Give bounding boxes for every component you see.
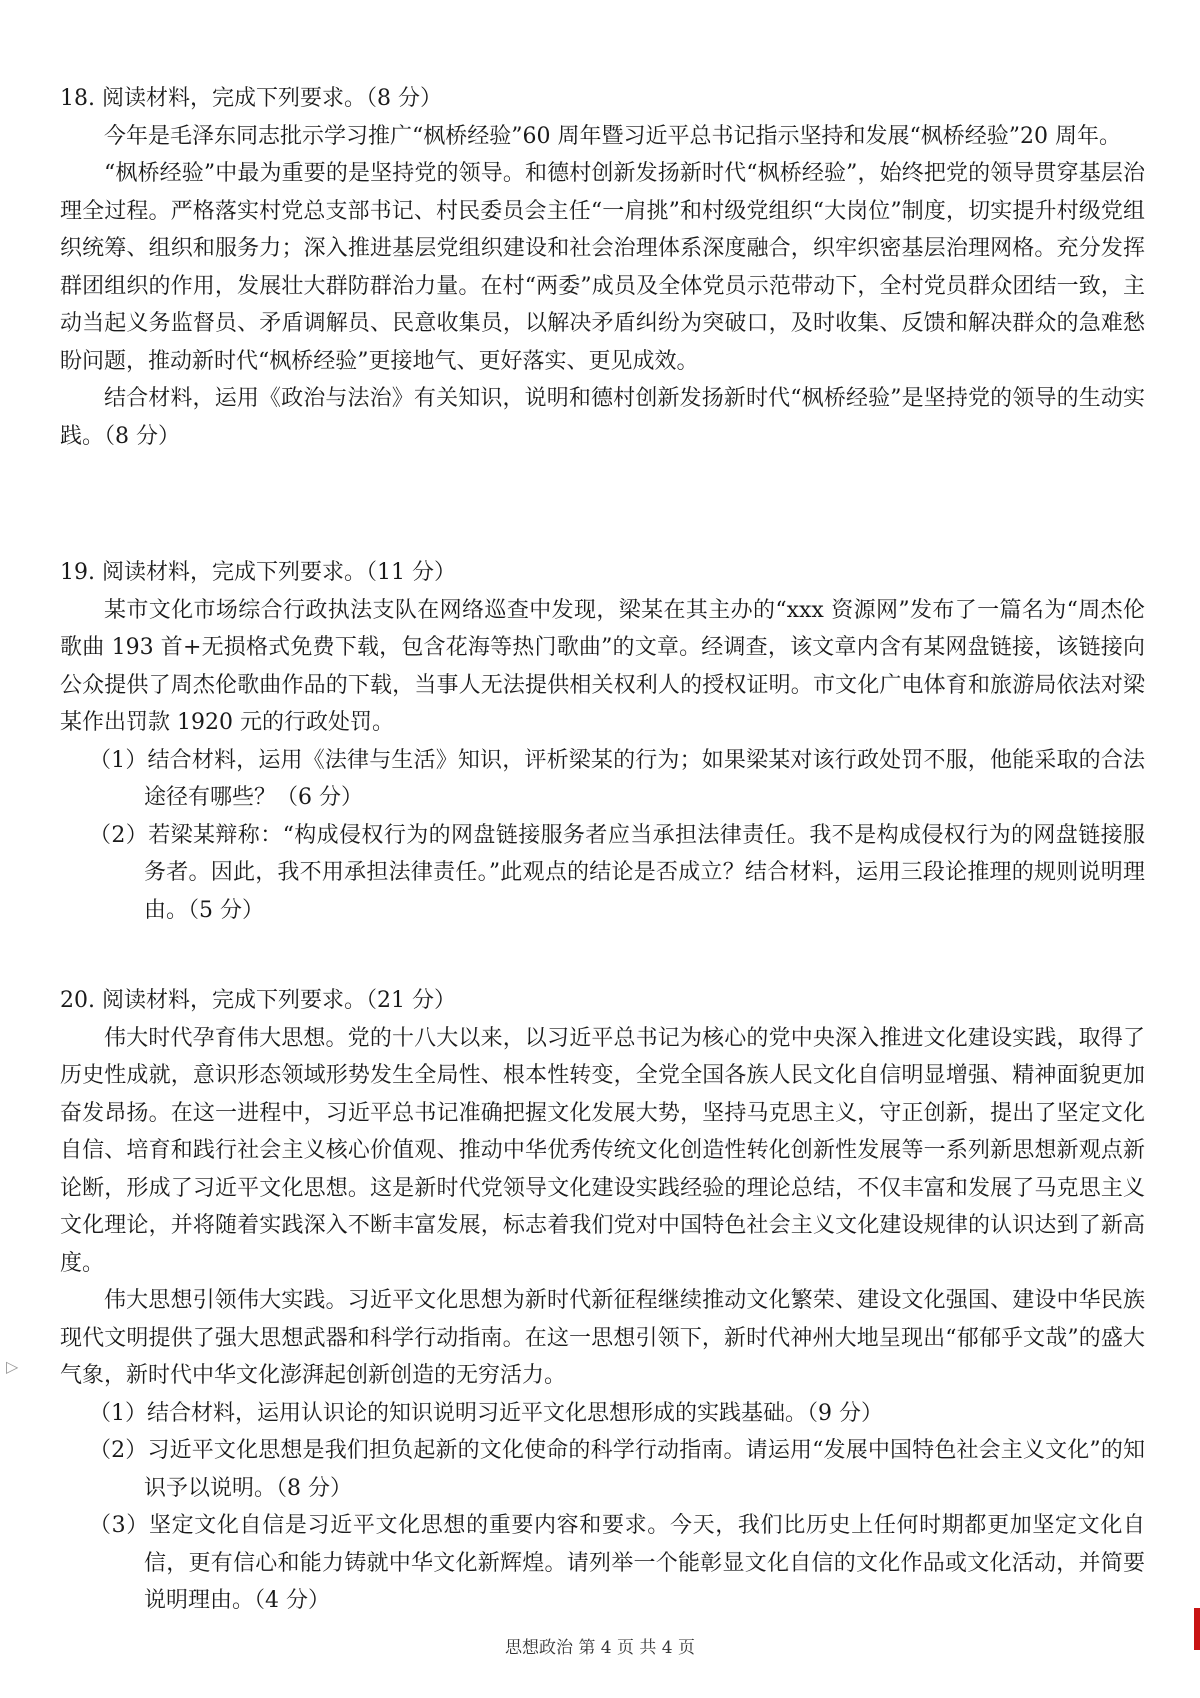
question-19	[60, 554, 1145, 929]
margin-arrow-icon: ▷	[6, 1357, 19, 1376]
question-20-sub-3: （3）坚定文化自信是习近平文化思想的重要内容和要求。今天，我们比历史上任何时期都更加坚定文化自信，更有信心和能力铸就中华文化新辉煌。请列举一个能彰显文化自信的文化作品或文化活动，并简要说明理由。（4 分）	[89, 1513, 1145, 1613]
question-18-heading: 18. 阅读材料，完成下列要求。（8 分）	[60, 86, 442, 111]
question-19-paragraph: 某市文化市场综合行政执法支队在网络巡查中发现，梁某在其主办的“xxx 资源网”发布了一篇名为“周杰伦歌曲 193 首+无损格式免费下载，包含花海等热门歌曲”的文章。经调查，该文章内含有某网盘链接，该链接向公众提供了周杰伦歌曲作品的下载，当事人无法提供相关权利人的授权证明。市文化广电体育和旅游局依法对梁某作出罚款 1920 元的行政处罚。	[60, 597, 1145, 735]
page-footer: 思想政治 第 4 页 共 4 页	[504, 1638, 696, 1658]
question-19-sub-2: （2）若梁某辩称：“构成侵权行为的网盘链接服务者应当承担法律责任。我不是构成侵权行为的网盘链接服务者。因此，我不用承担法律责任。”此观点的结论是否成立？结合材料，运用三段论推理的规则说明理由。（5 分）	[89, 822, 1145, 923]
question-20-heading: 20. 阅读材料，完成下列要求。（21 分）	[60, 988, 456, 1013]
question-19-sub-1: （1）结合材料，运用《法律与生活》知识，评析梁某的行为；如果梁某对该行政处罚不服，他能采取的合法途径有哪些？（6 分）	[89, 747, 1145, 810]
question-18-paragraph: “枫桥经验”中最为重要的是坚持党的领导。和德村创新发扬新时代“枫桥经验”，始终把党的领导贯穿基层治理全过程。严格落实村党总支部书记、村民委员会主任“一肩挑”和村级党组织“大岗位”制度，切实提升村级党组织统筹、组织和服务力；深入推进基层党组织建设和社会治理体系深度融合，织牢织密基层治理网格。充分发挥群团组织的作用，发展壮大群防群治力量。在村“两委”成员及全体党员示范带动下，全村党员群众团结一致，主动当起义务监督员、矛盾调解员、民意收集员，以解决矛盾纠纷为突破口，及时收集、反馈和解决群众的急难愁盼问题，推动新时代“枫桥经验”更接地气、更好落实、更见成效。	[60, 161, 1145, 374]
question-18-paragraph: 今年是毛泽东同志批示学习推广“枫桥经验”60 周年暨习近平总书记指示坚持和发展“枫桥经验”20 周年。	[104, 123, 1121, 149]
question-19-heading: 19. 阅读材料，完成下列要求。（11 分）	[60, 560, 456, 585]
question-18-prompt: 结合材料，运用《政治与法治》有关知识，说明和德村创新发扬新时代“枫桥经验”是坚持党的领导的生动实践。（8 分）	[60, 386, 1145, 449]
edge-mark	[1194, 1608, 1200, 1650]
question-18	[60, 80, 1145, 455]
question-20	[60, 982, 1145, 1620]
question-20-sub-1: （1）结合材料，运用认识论的知识说明习近平文化思想形成的实践基础。（9 分）	[89, 1400, 883, 1426]
question-20-paragraph: 伟大时代孕育伟大思想。党的十八大以来，以习近平总书记为核心的党中央深入推进文化建设实践，取得了历史性成就，意识形态领域形势发生全局性、根本性转变，全党全国各族人民文化自信明显增强、精神面貌更加奋发昂扬。在这一进程中，习近平总书记准确把握文化发展大势，坚持马克思主义，守正创新，提出了坚定文化自信、培育和践行社会主义核心价值观、推动中华优秀传统文化创造性转化创新性发展等一系列新思想新观点新论断，形成了习近平文化思想。这是新时代党领导文化建设实践经验的理论总结，不仅丰富和发展了马克思主义文化理论，并将随着实践深入不断丰富发展，标志着我们党对中国特色社会主义文化建设规律的认识达到了新高度。	[60, 1025, 1145, 1276]
question-20-paragraph: 伟大思想引领伟大实践。习近平文化思想为新时代新征程继续推动文化繁荣、建设文化强国、建设中华民族现代文明提供了强大思想武器和科学行动指南。在这一思想引领下，新时代神州大地呈现出“郁郁乎文哉”的盛大气象，新时代中华文化澎湃起创新创造的无穷活力。	[60, 1288, 1145, 1388]
question-20-sub-2: （2）习近平文化思想是我们担负起新的文化使命的科学行动指南。请运用“发展中国特色社会主义文化”的知识予以说明。（8 分）	[89, 1438, 1145, 1501]
